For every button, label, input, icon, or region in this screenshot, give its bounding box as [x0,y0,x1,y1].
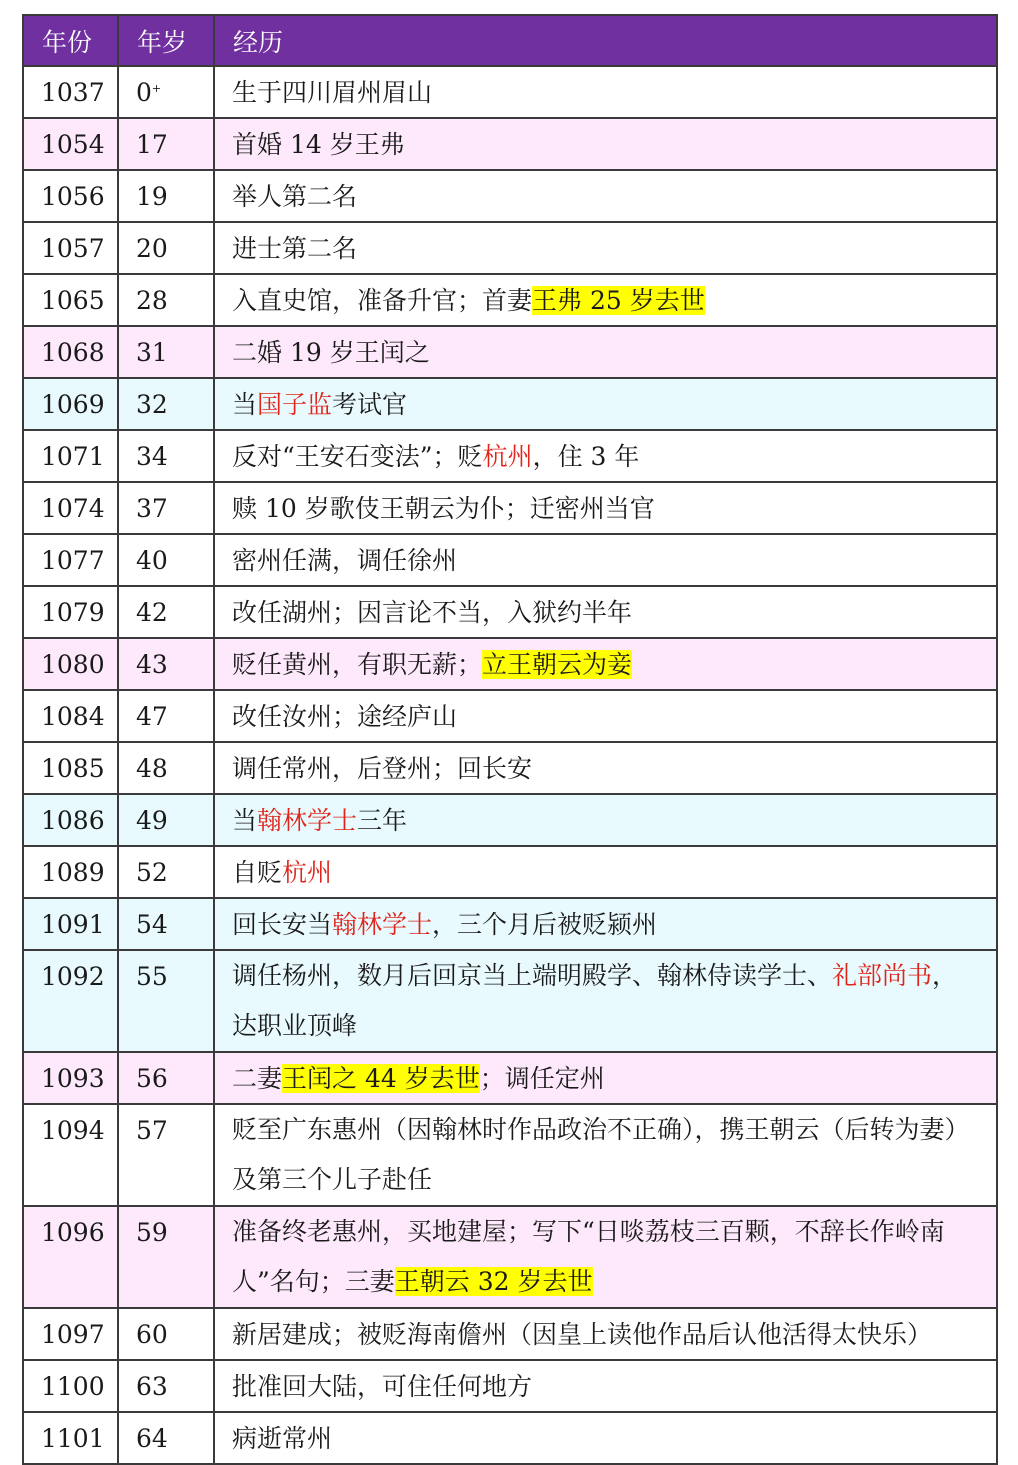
year-cell: 1094 [23,1104,118,1206]
header-age: 年岁 [118,15,214,66]
event-text: 入直史馆，准备升官；首妻 [232,286,533,315]
age-value: 57 [136,1116,168,1145]
table-row [23,430,997,482]
event-cell [214,1412,997,1464]
event-text: 调任杨州，数月后回京当上端明殿学、翰林侍读学士、 [232,961,833,990]
table-row [23,690,997,742]
red-text: 翰林学士 [257,806,358,835]
age-cell [118,66,214,118]
year-cell: 1091 [23,898,118,950]
age-value: 19 [136,182,168,211]
age-cell [118,222,214,274]
year-cell: 1085 [23,742,118,794]
event-cell [214,170,997,222]
event-cell [214,742,997,794]
event-text: 改任湖州；因言论不当，入狱约半年 [232,598,633,627]
table-row [23,742,997,794]
table-row [23,846,997,898]
table-row [23,638,997,690]
age-value: 34 [136,442,168,471]
age-cell [118,638,214,690]
event-text: 进士第二名 [232,234,358,263]
year-cell: 1065 [23,274,118,326]
event-cell [214,794,997,846]
table-row [23,118,997,170]
age-value: 40 [136,546,168,575]
event-text: ，三个月后被贬颍州 [432,910,658,939]
event-cell [214,274,997,326]
year-cell: 1086 [23,794,118,846]
age-value: 0 [136,78,152,107]
table-row [23,274,997,326]
year-cell: 1074 [23,482,118,534]
event-cell [214,1104,997,1206]
table-row [23,1206,997,1308]
event-cell [214,846,997,898]
event-cell [214,1308,997,1360]
event-text: 二妻 [232,1064,283,1093]
age-cell [118,1360,214,1412]
highlighted-text: 王闰之 44 岁去世 [282,1064,480,1093]
event-text: 当 [232,806,258,835]
event-text: 调任常州，后登州；回长安 [232,754,533,783]
timeline-table [22,14,998,1465]
age-cell [118,1308,214,1360]
event-cell [214,586,997,638]
table-row [23,326,997,378]
event-cell [214,66,997,118]
event-text: 准备终老惠州，买地建屋；写下“日啖荔枝三百颗，不辞长作岭南人”名句；三妻 [232,1217,945,1296]
event-cell [214,222,997,274]
age-value: 55 [136,962,168,991]
table-row [23,1104,997,1206]
age-value: 48 [136,754,168,783]
age-cell [118,1052,214,1104]
age-value: 43 [136,650,168,679]
age-value: 28 [136,286,168,315]
age-cell [118,170,214,222]
age-cell [118,430,214,482]
age-value: 17 [136,130,168,159]
year-cell: 1054 [23,118,118,170]
age-cell [118,950,214,1052]
year-cell: 1101 [23,1412,118,1464]
age-value: 42 [136,598,168,627]
age-cell [118,378,214,430]
year-cell: 1037 [23,66,118,118]
table-row [23,1308,997,1360]
year-cell: 1089 [23,846,118,898]
table-row [23,66,997,118]
age-cell [118,326,214,378]
age-cell [118,794,214,846]
age-value: 47 [136,702,168,731]
header-year: 年份 [23,15,118,66]
header-events: 经历 [214,15,997,66]
timeline-table-container [22,14,996,1465]
year-cell: 1100 [23,1360,118,1412]
year-cell: 1079 [23,586,118,638]
event-cell [214,430,997,482]
year-cell: 1092 [23,950,118,1052]
event-cell [214,638,997,690]
year-cell: 1093 [23,1052,118,1104]
event-text: 考试官 [332,390,408,419]
event-text: 首婚 14 岁王弗 [232,130,405,159]
age-value: 64 [136,1424,168,1453]
table-body [23,66,997,1464]
table-row [23,378,997,430]
age-cell [118,690,214,742]
age-value: 59 [136,1218,168,1247]
event-cell [214,898,997,950]
event-text: 当 [232,390,258,419]
age-cell [118,1206,214,1308]
event-cell [214,1206,997,1308]
age-cell [118,534,214,586]
table-row [23,1052,997,1104]
highlighted-text: 立王朝云为妾 [482,650,633,679]
age-cell [118,586,214,638]
table-row [23,950,997,1052]
highlighted-text: 王弗 25 岁去世 [532,286,705,315]
age-cell [118,742,214,794]
year-cell: 1077 [23,534,118,586]
event-text: 贬至广东惠州（因翰林时作品政治不正确），携王朝云（后转为妻）及第三个儿子赴任 [232,1115,958,1194]
year-cell: 1071 [23,430,118,482]
event-text: ，达职业顶峰 [232,961,958,1040]
age-value: 52 [136,858,168,887]
age-value: 60 [136,1320,168,1349]
table-row [23,898,997,950]
red-text: 杭州 [282,858,333,887]
age-value: 20 [136,234,168,263]
event-cell [214,534,997,586]
red-text: 杭州 [482,442,533,471]
red-text: 翰林学士 [332,910,433,939]
year-cell: 1057 [23,222,118,274]
event-text: 批准回大陆，可住任何地方 [232,1372,533,1401]
table-row [23,1412,997,1464]
table-row [23,170,997,222]
event-cell [214,482,997,534]
event-text: 新居建成；被贬海南儋州（因皇上读他作品后认他活得太快乐） [232,1320,933,1349]
event-text: 自贬 [232,858,283,887]
header-row [23,15,997,66]
age-value: 63 [136,1372,168,1401]
event-text: 赎 10 岁歌伎王朝云为仆；迁密州当官 [232,494,655,523]
event-text: 回长安当 [232,910,333,939]
highlighted-text: 王朝云 32 岁去世 [394,1267,593,1296]
year-cell: 1096 [23,1206,118,1308]
event-cell [214,378,997,430]
age-value: 49 [136,806,168,835]
event-text: 生于四川眉州眉山 [232,78,433,107]
event-text: ；调任定州 [479,1064,605,1093]
table-row [23,586,997,638]
red-text: 礼部尚书 [832,961,933,990]
event-text: 举人第二名 [232,182,358,211]
event-text: 反对“王安石变法”；贬 [232,442,483,471]
table-row [23,794,997,846]
age-cell [118,482,214,534]
age-value: 56 [136,1064,168,1093]
table-row [23,222,997,274]
event-text: ，住 3 年 [532,442,640,471]
age-value: 31 [136,338,168,367]
event-text: 改任汝州；途经庐山 [232,702,458,731]
event-text: 二婚 19 岁王闰之 [232,338,430,367]
table-row [23,482,997,534]
event-cell [214,690,997,742]
year-cell: 1069 [23,378,118,430]
event-cell [214,118,997,170]
age-cell [118,274,214,326]
event-text: 密州任满，调任徐州 [232,546,458,575]
year-cell: 1056 [23,170,118,222]
age-cell [118,1412,214,1464]
event-text: 病逝常州 [232,1424,333,1453]
event-text: 贬任黄州，有职无薪； [232,650,483,679]
age-value: 54 [136,910,168,939]
event-cell [214,1052,997,1104]
event-text: 三年 [357,806,408,835]
age-cell [118,1104,214,1206]
red-text: 国子监 [257,390,333,419]
age-value: 37 [136,494,168,523]
age-cell [118,898,214,950]
event-cell [214,950,997,1052]
age-superscript: + [151,82,162,95]
age-value: 32 [136,390,168,419]
event-cell [214,1360,997,1412]
table-row [23,1360,997,1412]
year-cell: 1084 [23,690,118,742]
year-cell: 1097 [23,1308,118,1360]
age-cell [118,846,214,898]
event-cell [214,326,997,378]
age-cell [118,118,214,170]
table-row [23,534,997,586]
year-cell: 1080 [23,638,118,690]
year-cell: 1068 [23,326,118,378]
